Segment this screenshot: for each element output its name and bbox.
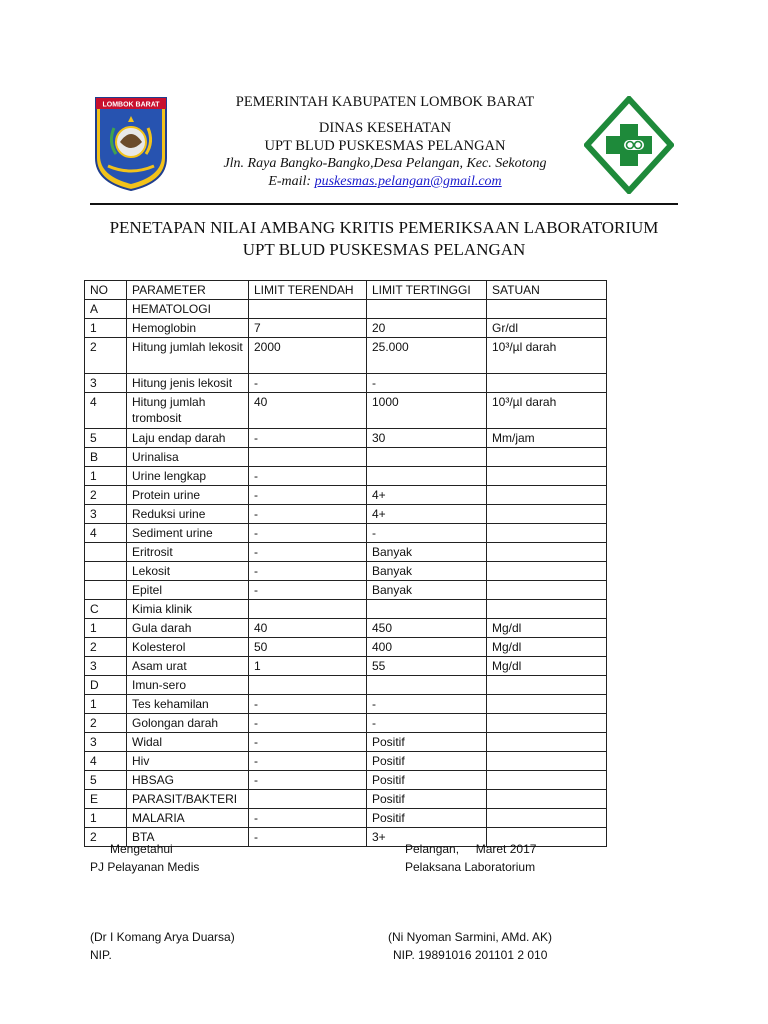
cell-high-limit — [367, 448, 487, 467]
cell-high-limit: 450 — [367, 619, 487, 638]
cell-low-limit: - — [249, 374, 367, 393]
cell-unit: Mg/dl — [487, 619, 607, 638]
cell-high-limit — [367, 300, 487, 319]
cell-low-limit: - — [249, 695, 367, 714]
cell-high-limit: Positif — [367, 752, 487, 771]
cell-high-limit: 1000 — [367, 393, 487, 429]
cell-no: 3 — [85, 657, 127, 676]
table-row — [85, 338, 607, 374]
table-row — [85, 752, 607, 771]
cell-unit — [487, 714, 607, 733]
cell-unit — [487, 543, 607, 562]
cell-unit: 10³/µl darah — [487, 393, 607, 429]
cell-low-limit: - — [249, 714, 367, 733]
cell-high-limit: 4+ — [367, 505, 487, 524]
table-row — [85, 505, 607, 524]
cell-unit: Mm/jam — [487, 429, 607, 448]
header-email-line — [180, 174, 590, 190]
cell-high-limit: Banyak — [367, 562, 487, 581]
cell-no — [85, 581, 127, 600]
column-header-parameter: PARAMETER — [127, 281, 249, 300]
right-place-date: Pelangan, Maret 2017 — [405, 842, 537, 856]
lombok-barat-crest-icon — [94, 96, 168, 192]
cell-no: B — [85, 448, 127, 467]
cell-low-limit — [249, 300, 367, 319]
cell-no: C — [85, 600, 127, 619]
cell-high-limit: - — [367, 524, 487, 543]
left-acknowledged: Mengetahui — [110, 842, 173, 856]
email-label: E-mail: — [268, 174, 312, 189]
table-row — [85, 581, 607, 600]
cell-parameter: Kimia klinik — [127, 600, 249, 619]
table-row — [85, 543, 607, 562]
cell-no: 1 — [85, 809, 127, 828]
cell-parameter: Kolesterol — [127, 638, 249, 657]
right-signer-role: Pelaksana Laboratorium — [405, 860, 536, 874]
cell-unit — [487, 733, 607, 752]
cell-parameter: MALARIA — [127, 809, 249, 828]
cell-low-limit: 40 — [249, 393, 367, 429]
cell-unit — [487, 809, 607, 828]
cell-low-limit: - — [249, 429, 367, 448]
critical-value-table — [84, 280, 607, 847]
cell-high-limit: Banyak — [367, 581, 487, 600]
cell-parameter: Hitung jenis lekosit — [127, 374, 249, 393]
table-row — [85, 300, 607, 319]
cell-no: A — [85, 300, 127, 319]
cell-parameter: Sediment urine — [127, 524, 249, 543]
cell-high-limit: 20 — [367, 319, 487, 338]
column-header-low-limit: LIMIT TERENDAH — [249, 281, 367, 300]
cell-no: D — [85, 676, 127, 695]
table-row — [85, 657, 607, 676]
cell-no: 1 — [85, 319, 127, 338]
cell-low-limit: - — [249, 828, 367, 847]
table-header-row — [85, 281, 607, 300]
cell-low-limit: - — [249, 752, 367, 771]
cell-no: 3 — [85, 733, 127, 752]
table-row — [85, 448, 607, 467]
cell-high-limit — [367, 600, 487, 619]
cell-high-limit: - — [367, 714, 487, 733]
cell-low-limit: - — [249, 562, 367, 581]
cell-low-limit: - — [249, 581, 367, 600]
cell-parameter: BTA — [127, 828, 249, 847]
cell-low-limit: - — [249, 733, 367, 752]
table-row — [85, 733, 607, 752]
cell-low-limit: - — [249, 809, 367, 828]
cell-high-limit: 25.000 — [367, 338, 487, 374]
cell-no: 2 — [85, 338, 127, 374]
cell-no: 5 — [85, 429, 127, 448]
document-subtitle: UPT BLUD PUSKESMAS PELANGAN — [242, 240, 526, 259]
cell-high-limit: - — [367, 374, 487, 393]
cell-no: 4 — [85, 524, 127, 543]
cell-low-limit — [249, 790, 367, 809]
cell-parameter: Urine lengkap — [127, 467, 249, 486]
cell-high-limit: Positif — [367, 809, 487, 828]
cell-low-limit — [249, 676, 367, 695]
header-divider — [90, 203, 678, 205]
column-header-no: NO — [85, 281, 127, 300]
table-row — [85, 638, 607, 657]
cell-low-limit: - — [249, 543, 367, 562]
cell-no: 1 — [85, 619, 127, 638]
cell-low-limit: - — [249, 771, 367, 790]
cell-unit — [487, 581, 607, 600]
cell-high-limit: 55 — [367, 657, 487, 676]
cell-low-limit: - — [249, 505, 367, 524]
cell-parameter: Protein urine — [127, 486, 249, 505]
cell-no: 5 — [85, 771, 127, 790]
table-row — [85, 600, 607, 619]
cell-no — [85, 543, 127, 562]
column-header-high-limit: LIMIT TERTINGGI — [367, 281, 487, 300]
cell-parameter: HBSAG — [127, 771, 249, 790]
cell-unit: Mg/dl — [487, 657, 607, 676]
email-link[interactable]: puskesmas.pelangan@gmail.com — [314, 174, 502, 189]
cell-high-limit — [367, 467, 487, 486]
cell-high-limit: 400 — [367, 638, 487, 657]
cell-unit: 10³/µl darah — [487, 338, 607, 374]
table-row — [85, 809, 607, 828]
cell-high-limit — [367, 676, 487, 695]
cell-low-limit: 7 — [249, 319, 367, 338]
cell-unit — [487, 505, 607, 524]
left-logo-text: LOMBOK BARAT — [102, 101, 160, 109]
cell-unit — [487, 771, 607, 790]
cell-parameter: Golongan darah — [127, 714, 249, 733]
cell-unit — [487, 486, 607, 505]
cell-parameter: Asam urat — [127, 657, 249, 676]
header-department: DINAS KESEHATAN — [318, 120, 452, 136]
cell-parameter: Urinalisa — [127, 448, 249, 467]
header-institution: UPT BLUD PUSKESMAS PELANGAN — [264, 138, 506, 154]
cell-high-limit: 3+ — [367, 828, 487, 847]
table-row — [85, 790, 607, 809]
cell-no: 2 — [85, 638, 127, 657]
left-signer-role: PJ Pelayanan Medis — [90, 860, 200, 874]
puskesmas-cross-logo-icon — [584, 96, 674, 194]
cell-no: 4 — [85, 393, 127, 429]
cell-no: 2 — [85, 486, 127, 505]
cell-unit: Mg/dl — [487, 638, 607, 657]
table-row — [85, 619, 607, 638]
cell-unit — [487, 600, 607, 619]
table-row — [85, 429, 607, 448]
cell-low-limit: 40 — [249, 619, 367, 638]
column-header-unit: SATUAN — [487, 281, 607, 300]
cell-parameter: Epitel — [127, 581, 249, 600]
cell-no: 2 — [85, 714, 127, 733]
document-title: PENETAPAN NILAI AMBANG KRITIS PEMERIKSAAN LABORATORIUM — [109, 218, 659, 237]
table-row — [85, 393, 607, 429]
cell-high-limit: 30 — [367, 429, 487, 448]
table-row — [85, 676, 607, 695]
cell-parameter: Imun-sero — [127, 676, 249, 695]
cell-high-limit: Banyak — [367, 543, 487, 562]
cell-parameter: Hiv — [127, 752, 249, 771]
table-row — [85, 374, 607, 393]
cell-high-limit: 4+ — [367, 486, 487, 505]
cell-low-limit — [249, 448, 367, 467]
cell-high-limit: Positif — [367, 771, 487, 790]
table-row — [85, 467, 607, 486]
cell-no: 4 — [85, 752, 127, 771]
cell-parameter: Widal — [127, 733, 249, 752]
cell-unit — [487, 790, 607, 809]
cell-parameter: Hitung jumlah trombosit — [127, 393, 249, 429]
cell-unit — [487, 752, 607, 771]
left-signer-name: (Dr I Komang Arya Duarsa) — [90, 930, 235, 944]
cell-unit — [487, 448, 607, 467]
cell-parameter: Gula darah — [127, 619, 249, 638]
cell-unit — [487, 695, 607, 714]
table-row — [85, 524, 607, 543]
cell-parameter: Tes kehamilan — [127, 695, 249, 714]
cell-no: 3 — [85, 374, 127, 393]
cell-parameter: HEMATOLOGI — [127, 300, 249, 319]
table-row — [85, 319, 607, 338]
cell-unit — [487, 676, 607, 695]
table-row — [85, 562, 607, 581]
header-address: Jln. Raya Bangko-Bangko,Desa Pelangan, Kec. Sekotong — [223, 156, 547, 171]
cell-parameter: Hitung jumlah lekosit — [127, 338, 249, 374]
cell-unit — [487, 300, 607, 319]
cell-high-limit: Positif — [367, 733, 487, 752]
cell-unit: Gr/dl — [487, 319, 607, 338]
header-government: PEMERINTAH KABUPATEN LOMBOK BARAT — [235, 94, 535, 110]
cell-no: E — [85, 790, 127, 809]
cell-parameter: Lekosit — [127, 562, 249, 581]
cell-unit — [487, 524, 607, 543]
cell-low-limit: 1 — [249, 657, 367, 676]
cell-no: 3 — [85, 505, 127, 524]
cell-high-limit: Positif — [367, 790, 487, 809]
cell-parameter: Eritrosit — [127, 543, 249, 562]
cell-low-limit — [249, 600, 367, 619]
table-row — [85, 695, 607, 714]
cell-no — [85, 562, 127, 581]
cell-unit — [487, 467, 607, 486]
cell-low-limit: - — [249, 486, 367, 505]
table-row — [85, 771, 607, 790]
left-signer-nip: NIP. — [90, 948, 112, 962]
cell-high-limit: - — [367, 695, 487, 714]
right-signer-name: (Ni Nyoman Sarmini, AMd. AK) — [388, 930, 553, 944]
cell-no: 1 — [85, 467, 127, 486]
cell-parameter: PARASIT/BAKTERI — [127, 790, 249, 809]
cell-no: 2 — [85, 828, 127, 847]
cell-low-limit: 2000 — [249, 338, 367, 374]
cell-no: 1 — [85, 695, 127, 714]
cell-parameter: Laju endap darah — [127, 429, 249, 448]
cell-low-limit: - — [249, 467, 367, 486]
cell-parameter: Hemoglobin — [127, 319, 249, 338]
cell-parameter: Reduksi urine — [127, 505, 249, 524]
cell-low-limit: - — [249, 524, 367, 543]
table-row — [85, 714, 607, 733]
cell-unit — [487, 562, 607, 581]
table-row — [85, 486, 607, 505]
right-signer-nip: NIP. 19891016 201101 2 010 — [393, 948, 548, 962]
cell-low-limit: 50 — [249, 638, 367, 657]
cell-unit — [487, 374, 607, 393]
